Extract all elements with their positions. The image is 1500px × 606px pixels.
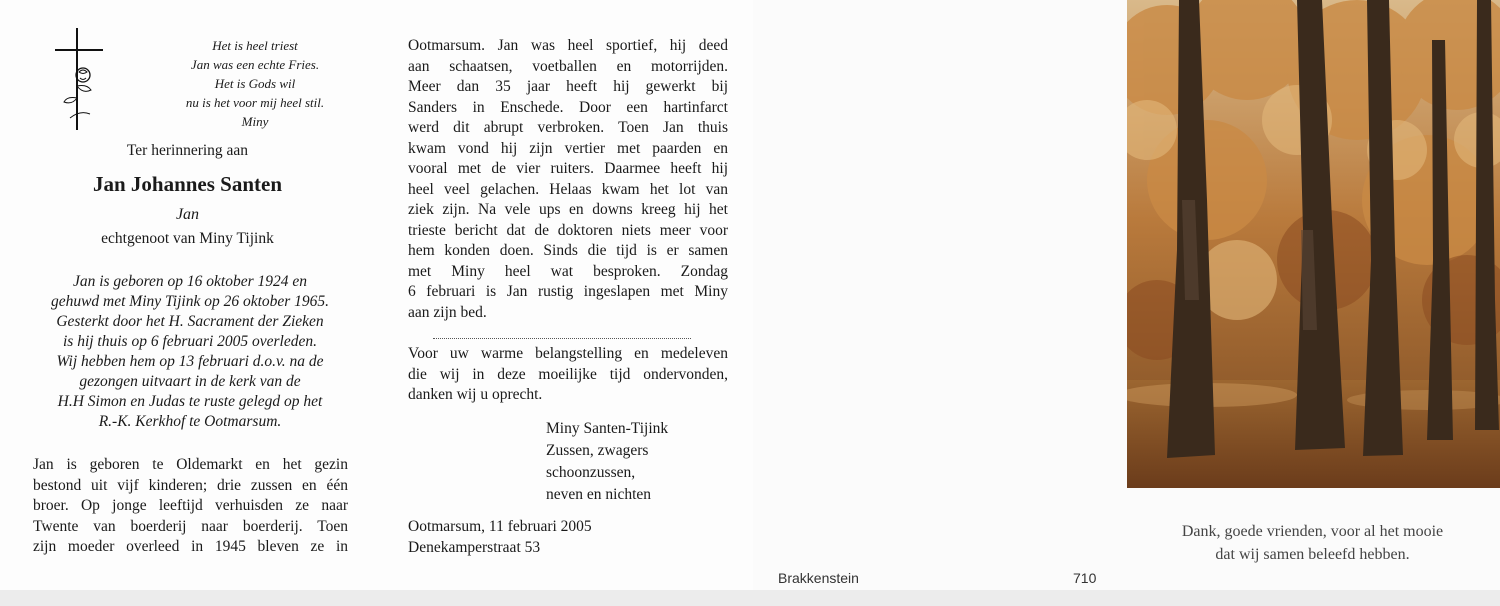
story-line: Twente van boerderij naar boerderij. Toen <box>33 517 348 535</box>
story-line: vooral met de vier ruiters. Daarmee heeft hij <box>408 160 728 177</box>
deceased-name: Jan Johannes Santen <box>92 172 283 196</box>
thanks-line: die wij in deze moeilijke tijd ondervonden, <box>408 365 728 383</box>
thanks-line: Voor uw warme belangstelling en medeleven <box>408 345 728 362</box>
signatory-line: schoonzussen, <box>546 464 636 481</box>
story-line: broer. Op jonge leeftijd verhuisden ze naar <box>33 497 348 514</box>
story-line: Meer dan 35 jaar heeft hij gewerkt bij <box>408 78 728 95</box>
story-line: aan schaatsen, voetballen en motorrijden. <box>408 57 728 75</box>
caption-line: Dank, goede vrienden, voor al het mooie <box>1181 523 1444 540</box>
bio-line: H.H Simon en Judas te ruste gelegd op het <box>57 393 323 410</box>
story-line: werd dit abrupt verbroken. Toen Jan thuis <box>408 119 728 136</box>
bio-line: gehuwd met Miny Tijink op 26 oktober 1965. <box>50 293 330 310</box>
life-story-part-1 <box>33 455 348 558</box>
life-story-part-2 <box>408 36 728 323</box>
story-line: trieste bericht dat de doktoren niets meer voor <box>408 221 728 239</box>
deceased-nickname: Jan <box>175 206 200 223</box>
spouse-line: echtgenoot van Miny Tijink <box>101 230 274 247</box>
poem-line: Jan was een echte Fries. <box>190 57 320 72</box>
card-front-panel <box>0 0 375 590</box>
signatory-line: Miny Santen-Tijink <box>546 420 669 437</box>
dotted-divider <box>433 338 691 339</box>
card-number: 710 <box>1073 570 1097 586</box>
story-line: kwam vond hij zijn vertier met paarden en <box>408 139 728 157</box>
scan-bottom-edge <box>0 590 1500 606</box>
story-line: met Miny heel wat besproken. Zondag <box>408 262 728 280</box>
poem-line: nu is het voor mij heel stil. <box>185 95 325 110</box>
address: Denekamperstraat 53 <box>408 538 541 556</box>
bio-line: Wij hebben hem op 13 februari d.o.v. na de <box>56 353 324 370</box>
card-blank-panel <box>753 0 1125 590</box>
story-line: heel veel gelachen. Helaas kwam het lot van <box>408 180 728 198</box>
card-inner-panel <box>375 0 753 590</box>
thanks-text <box>408 344 728 406</box>
caption-line: dat wij samen beleefd hebben. <box>1215 546 1410 563</box>
memorial-intro: Ter herinnering aan <box>126 142 249 159</box>
poem-signature: Miny <box>241 114 269 129</box>
place-and-address <box>408 517 592 558</box>
signatory-line: neven en nichten <box>546 486 652 503</box>
bio-line: Gesterkt door het H. Sacrament der Zieken <box>56 313 324 330</box>
bio-line: is hij thuis op 6 februari 2005 overleden. <box>62 333 317 350</box>
signatories <box>546 418 668 506</box>
bio-line: gezongen uitvaart in de kerk van de <box>79 373 301 390</box>
place-date: Ootmarsum, 11 februari 2005 <box>408 518 592 535</box>
story-line: ziek zijn. Na vele ups en downs kreeg hij het <box>408 201 728 218</box>
poem-line: Het is Gods wil <box>214 76 296 91</box>
story-line: Ootmarsum. Jan was heel sportief, hij deed <box>408 37 728 54</box>
biography-summary <box>30 272 350 432</box>
story-line: hem konden doen. Sinds die tijd is er samen <box>408 242 728 259</box>
thanks-line: danken wij u oprecht. <box>408 386 543 403</box>
bio-line: R.-K. Kerkhof te Ootmarsum. <box>98 413 282 430</box>
story-line: bestond uit vijf kinderen; drie zussen en één <box>33 476 348 494</box>
signatory-line: Zussen, zwagers <box>546 442 649 459</box>
thank-you-caption <box>1125 520 1500 566</box>
story-line: aan zijn bed. <box>408 303 487 321</box>
story-line: Sanders in Enschede. Door een hartinfarct <box>408 98 728 116</box>
printer-name: Brakkenstein <box>778 570 859 586</box>
poem-line: Het is heel triest <box>212 38 298 53</box>
story-line: 6 februari is Jan rustig ingeslapen met Miny <box>408 283 728 300</box>
story-line: zijn moeder overleed in 1945 bleven ze in <box>33 538 348 555</box>
bio-line: Jan is geboren op 16 oktober 1924 en <box>72 273 308 290</box>
card-back-panel <box>1125 0 1500 590</box>
autumn-forest-photo <box>1127 0 1500 488</box>
cross-with-rose-icon <box>50 26 110 132</box>
story-line: Jan is geboren te Oldemarkt en het gezin <box>33 456 348 473</box>
poem <box>175 36 335 131</box>
